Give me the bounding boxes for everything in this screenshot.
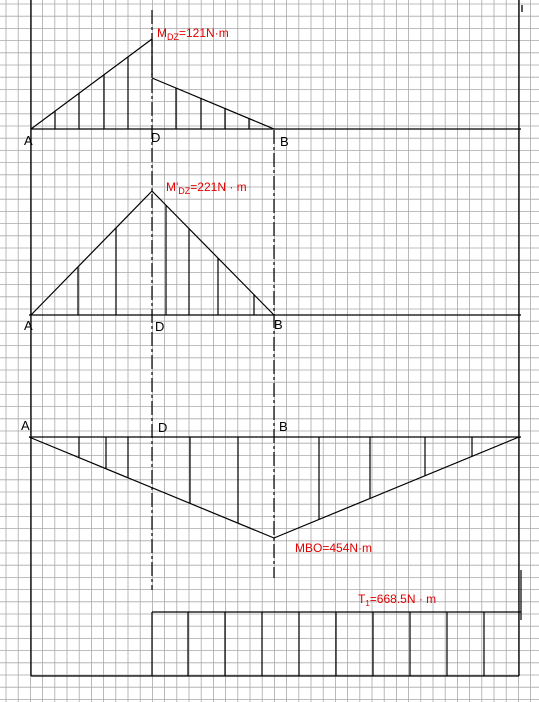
diagram-2-moment-value: =221N · m (190, 180, 247, 194)
diagram-1-point-b-label: B (280, 134, 289, 149)
diagram-1-moment-symbol: M (157, 26, 167, 40)
diagram-2-point-b-label: B (274, 317, 283, 332)
diagram-1-point-a-label: A (24, 133, 33, 148)
torque-subscript: 1 (365, 599, 370, 608)
diagram-1-point-d-label: D (151, 130, 161, 145)
torque-value: =668.5N · m (369, 592, 437, 606)
diagram-2-moment-subscript: DZ (178, 186, 191, 196)
torque-diagram (152, 570, 521, 676)
diagram-2-moment-label (166, 180, 247, 196)
diagram-2-moment-symbol: M' (166, 180, 179, 194)
diagram-3-moment-label: MBO=454N·m (295, 541, 373, 555)
moment-diagram-3 (29, 437, 521, 538)
torque-label (358, 592, 436, 608)
diagram-1-moment-subscript: DZ (167, 32, 179, 42)
diagram-3-point-d-label: D (158, 420, 168, 435)
diagram-2-point-a-label: A (24, 318, 33, 333)
diagram-3-point-b-label: B (279, 419, 288, 434)
diagram-2-point-d-label: D (155, 319, 165, 334)
diagram-3-point-a-label: A (21, 418, 30, 433)
torque-hatching (188, 612, 484, 676)
diagram-1-moment-value: =121N·m (179, 26, 229, 40)
torque-symbol: T (358, 592, 366, 606)
